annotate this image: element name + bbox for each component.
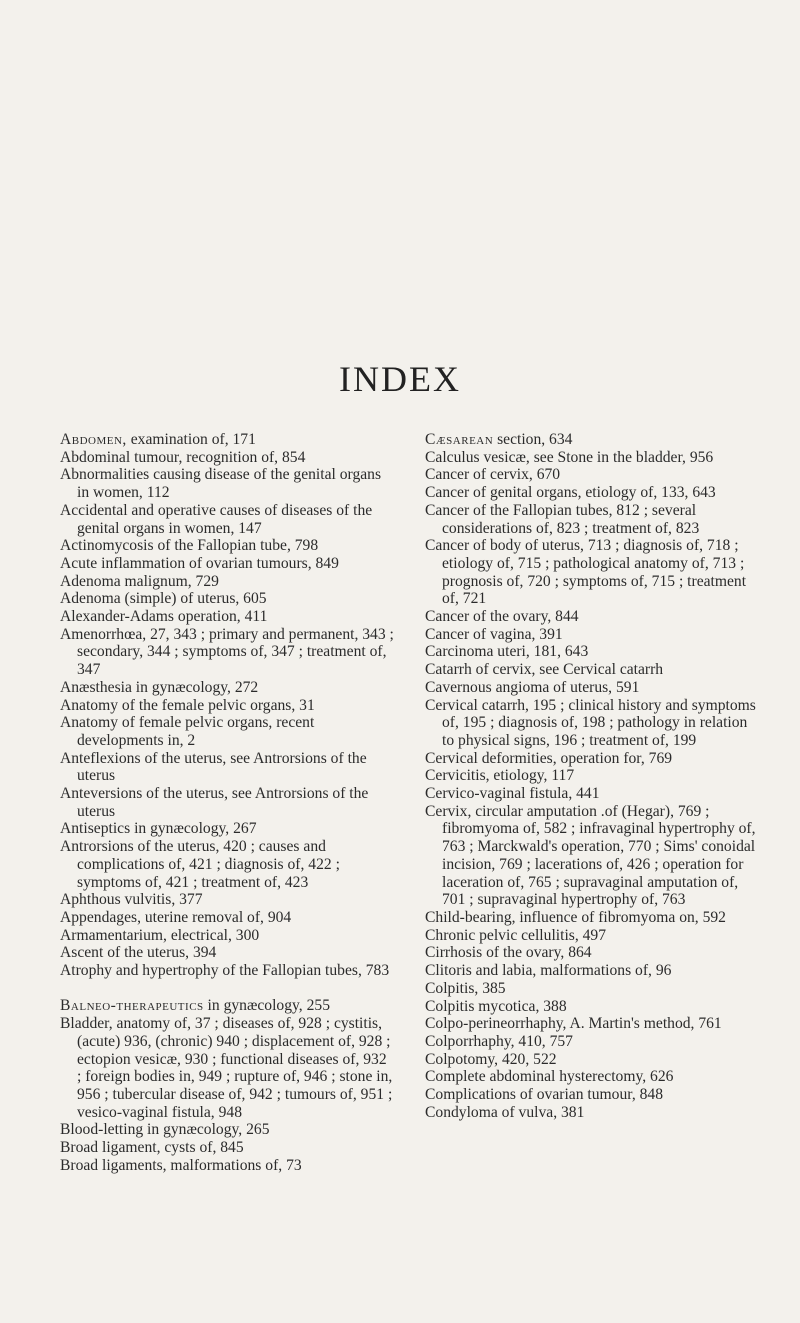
index-entry [425,803,759,909]
index-entry-text: Carcinoma uteri, 181, 643 [425,643,589,661]
index-entry [60,590,394,608]
index-entry-text: section, 634 [493,431,573,448]
index-entry-text: Cavernous angioma of uterus, 591 [425,678,640,696]
index-entry-text: Catarrh of cervix, see Cervical catarrh [425,661,664,679]
index-entry-text: examination of, 171 [126,431,256,448]
index-entry [425,962,759,980]
index-entry-text: Adenoma (simple) of uterus, 605 [60,590,267,608]
index-entry-text: Anatomy of the female pelvic organs, 31 [60,696,315,714]
index-entry-text: Cancer of the Fallopian tubes, 812 ; several considerations of, 823 ; treatment of, 823 [425,501,700,537]
index-entry [60,1157,394,1175]
index-entry-text: Colpitis, 385 [425,979,506,997]
index-entry [425,1051,759,1069]
index-entry-text: Armamentarium, electrical, 300 [60,926,260,944]
index-entry [425,1104,759,1122]
index-entry [60,1015,394,1121]
index-entry [425,785,759,803]
index-entry [425,537,759,608]
index-entry [60,1139,394,1157]
index-entry-text: Ascent of the uterus, 394 [60,944,217,962]
index-entry-text: Abdominal tumour, recognition of, 854 [60,448,306,466]
index-entry [425,431,759,449]
index-entry-text: Clitoris and labia, malformations of, 96 [425,962,672,980]
index-entry-text: Adenoma malignum, 729 [60,572,219,590]
index-entry-text: Cervical deformities, operation for, 769 [425,749,673,767]
index-entry [425,767,759,785]
index-entry-text: Antiseptics in gynæcology, 267 [60,820,257,838]
index-entry [60,838,394,891]
index-entry-text: in gynæcology, 255 [203,997,330,1015]
index-entry-text: Cervical catarrh, 195 ; clinical history and symptoms of, 195 ; diagnosis of, 198 ; pathology in relation to physical signs, 196 ; treatment of, 199 [425,696,756,749]
index-entry [425,697,759,750]
index-entry-text: Alexander-Adams operation, 411 [60,608,268,626]
index-entry-text: Cervico-vaginal fistula, 441 [425,785,600,803]
index-entry-text: Condyloma of vulva, 381 [425,1103,585,1121]
index-entry [425,944,759,962]
index-entry-text: Cervix, circular amputation .of (Hegar), 769 ; fibromyoma of, 582 ; infravaginal hypertrophy of, 763 ; Marckwald's operation, 770 ; Sims' conoidal incision, 769 ; lacerations of, 426 ; operation for laceration of, 765 ; supravaginal amputation of, 701 ; supravaginal hypertrophy of, 763 [425,802,756,909]
index-entry-text: Cancer of body of uterus, 713 ; diagnosis of, 718 ; etiology of, 715 ; pathological anatomy of, 713 ; prognosis of, 720 ; symptoms of, 715 ; treatment of, 721 [425,537,747,608]
index-entry [60,626,394,679]
index-entry [60,502,394,537]
index-entry-text: Cervicitis, etiology, 117 [425,767,575,785]
index-entry-text: Colpotomy, 420, 522 [425,1050,557,1068]
index-entry [425,466,759,484]
index-entry [425,980,759,998]
index-entry [60,927,394,945]
index-entry [60,555,394,573]
index-entry [60,573,394,591]
index-entry-text: Antrorsions of the uterus, 420 ; causes and complications of, 421 ; diagnosis of, 422 ; symptoms of, 421 ; treatment of, 423 [60,838,340,891]
index-entry-text: Child-bearing, influence of fibromyoma on, 592 [425,908,726,926]
index-entry [425,909,759,927]
index-entry [425,998,759,1016]
index-entry-text: Broad ligaments, malformations of, 73 [60,1156,302,1174]
page-title: INDEX [339,359,461,399]
index-entry [60,608,394,626]
index-entry [60,431,394,449]
index-entry-text: Atrophy and hypertrophy of the Fallopian tubes, 783 [60,962,390,980]
index-entry [60,962,394,980]
index-entry [425,502,759,537]
index-entry-text: Abnormalities causing disease of the genital organs in women, 112 [60,466,382,502]
index-entry-text: Cirrhosis of the ovary, 864 [425,944,592,962]
index-entry-text: Cancer of genital organs, etiology of, 133, 643 [425,484,716,502]
index-entry [60,909,394,927]
index-entry-text: Actinomycosis of the Fallopian tube, 798 [60,537,319,555]
index-entry [425,484,759,502]
index-letter-heading: Cæsarean [425,431,494,448]
index-entry [60,714,394,749]
index-entry-text: Complications of ovarian tumour, 848 [425,1086,664,1104]
index-entry-text: Chronic pelvic cellulitis, 497 [425,926,607,944]
index-entry [60,785,394,820]
index-entry [60,679,394,697]
index-entry-text: Calculus vesicæ, see Stone in the bladder, 956 [425,448,714,466]
index-entry [425,661,759,679]
index-entry-text: Colpitis mycotica, 388 [425,997,567,1015]
index-entry-text: Appendages, uterine removal of, 904 [60,908,292,926]
index-entry [60,449,394,467]
index-entry-text: Anteversions of the uterus, see Antrorsions of the uterus [60,785,369,820]
index-entry-text: Acute inflammation of ovarian tumours, 849 [60,554,339,572]
index-entry [425,927,759,945]
index-entry [60,944,394,962]
index-entry [425,1068,759,1086]
index-entry [425,608,759,626]
index-entry [60,466,394,501]
index-entry-text: Cancer of cervix, 670 [425,466,561,484]
index-entry-text: Anæsthesia in gynæcology, 272 [60,678,259,696]
index-entry-text: Bladder, anatomy of, 37 ; diseases of, 928 ; cystitis, (acute) 936, (chronic) 940 ; displacement of, 928 ; ectopion vesicæ, 930 ; functional diseases of, 932 ; foreign bodies in, 949 ; rupture of, 946 ; stone in, 956 ; tubercular disease of, 942 ; tumours of, 951 ; vesico-vaginal fistula, 948 [60,1015,393,1121]
index-entry-text: Complete abdominal hysterectomy, 626 [425,1068,674,1086]
index-entry [60,820,394,838]
index-entry [60,750,394,785]
index-entry-text: Aphthous vulvitis, 377 [60,891,203,909]
index-entry [60,697,394,715]
index-entry [425,643,759,661]
index-entry [425,1033,759,1051]
index-entry [425,1086,759,1104]
index-column-left [60,431,394,1175]
index-entry [425,679,759,697]
index-entry-text: Colporrhaphy, 410, 757 [425,1032,573,1050]
index-entry-text: Colpo-perineorrhaphy, A. Martin's method, 761 [425,1015,722,1033]
index-entry [60,997,394,1015]
index-entry-text: Amenorrhœa, 27, 343 ; primary and permanent, 343 ; secondary, 344 ; symptoms of, 347 ; treatment of, 347 [60,625,394,679]
index-entry [60,891,394,909]
index-entry [60,1121,394,1139]
index-letter-heading: Abdomen, [60,431,127,448]
index-entry [60,537,394,555]
index-entry-text: Anteflexions of the uterus, see Antrorsions of the uterus [60,749,367,785]
index-entry [425,1015,759,1033]
index-entry-text: Accidental and operative causes of diseases of the genital organs in women, 147 [60,501,373,537]
index-column-right [425,431,759,1121]
index-entry [425,750,759,768]
index-entry-text: Anatomy of female pelvic organs, recent developments in, 2 [60,714,315,749]
index-entry-text: Cancer of vagina, 391 [425,625,563,643]
index-entry-text: Blood-letting in gynæcology, 265 [60,1121,270,1139]
index-entry-text: Broad ligament, cysts of, 845 [60,1139,244,1157]
index-entry [425,449,759,467]
index-entry-text: Cancer of the ovary, 844 [425,608,579,626]
index-letter-heading: Balneo-therapeutics [60,997,204,1015]
index-entry [425,626,759,644]
